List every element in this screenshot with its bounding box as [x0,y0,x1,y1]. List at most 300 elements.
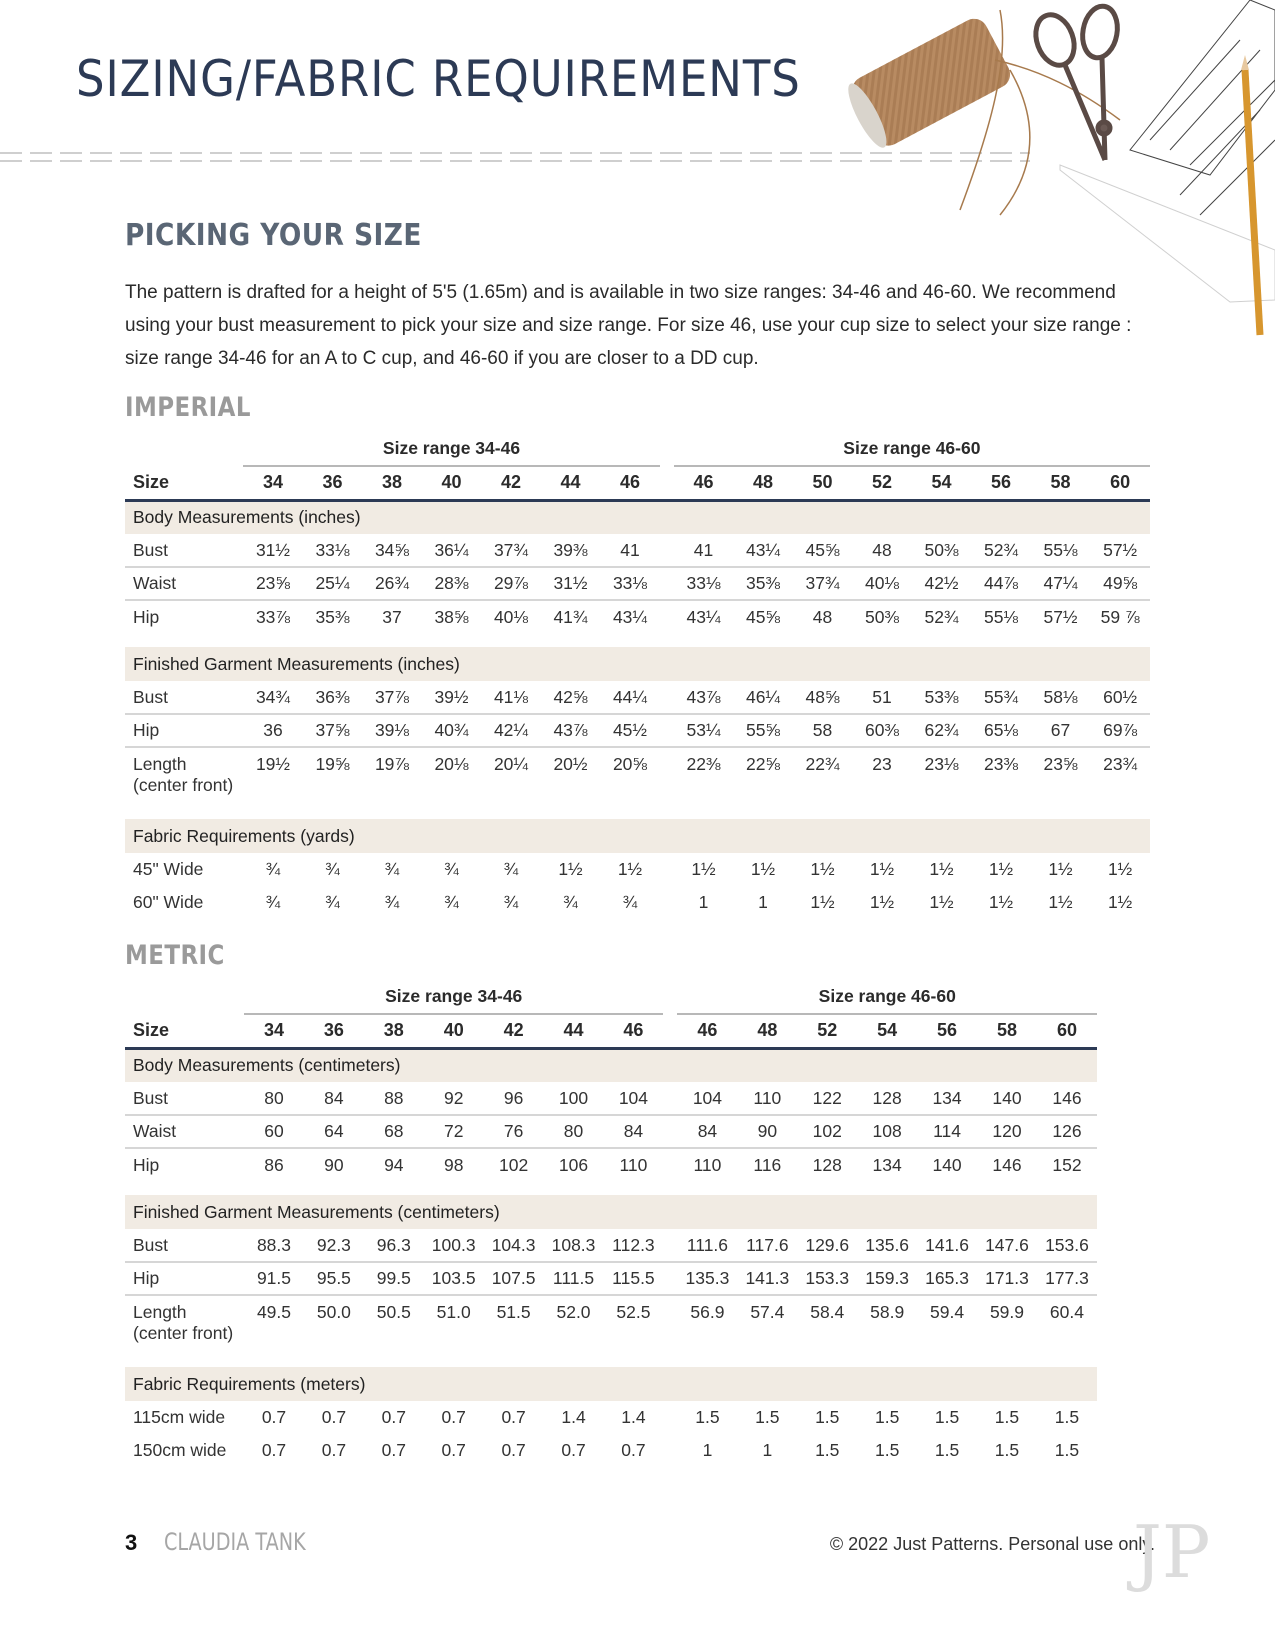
measurement-cell: 116 [753,1154,782,1175]
measurement-cell: 102 [499,1154,529,1175]
size-42: 42 [481,466,541,500]
measurement-cell: 0.7 [321,1440,347,1460]
measurement-cell: 112.3 [603,1229,663,1262]
measurement-cell: 0.7 [621,1440,646,1460]
measurement-cell: 1.4 [561,1407,586,1427]
measurement-cell: 1.5 [1054,1407,1080,1427]
measurement-cell: 60⅜ [852,714,912,747]
measurement-cell: 1½ [1107,859,1133,879]
measurement-cell: 19⅝ [315,754,350,774]
table-row [125,1295,1097,1353]
table-row [125,681,1150,714]
measurement-cell: 23⅝ [243,567,303,600]
size-52: 52 [797,1014,857,1048]
measurement-cell: 38⅝ [434,606,469,627]
measurement-cell: 20⅝ [612,754,648,774]
measurement-cell: 46¼ [733,681,793,714]
measurement-cell: 58 [793,714,853,747]
measurement-cell: 104.3 [484,1229,544,1262]
measurement-cell: 111.5 [544,1262,604,1295]
measurement-cell: 50⅜ [912,534,972,567]
size-56: 56 [917,1014,977,1048]
measurement-cell: 165.3 [917,1262,977,1295]
section-header-row [125,819,1150,853]
jp-logo-icon: JP [1133,1510,1211,1594]
measurement-cell: 1½ [810,859,835,879]
table-row [125,567,1150,600]
measurement-cell: 159.3 [857,1262,917,1295]
measurement-cell: 92 [424,1082,484,1115]
measurement-cell: 100 [544,1082,604,1115]
measurement-cell: 41⅛ [481,681,541,714]
measurement-cell: 0.7 [261,1440,287,1460]
measurement-cell: 51.5 [496,1302,531,1322]
measurement-cell: 110 [619,1154,648,1175]
table-row [125,1262,1097,1295]
measurement-cell: 171.3 [977,1262,1037,1295]
measurement-cell: 60½ [1090,681,1150,714]
measurement-cell: 95.5 [304,1262,364,1295]
section-header-row [125,1048,1097,1082]
measurement-cell: 111.6 [677,1229,737,1262]
measurement-cell: 31½ [541,567,601,600]
row-label: Waist [125,1115,244,1148]
measurement-cell: 107.5 [484,1262,544,1295]
row-label: Hip [125,1262,244,1295]
measurement-cell: 67 [1031,714,1091,747]
measurement-cell: 1½ [617,859,643,879]
measurement-cell: 36 [243,714,303,747]
measurement-cell: 52¾ [924,606,959,627]
measurement-cell: 37¾ [793,567,853,600]
measurement-cell: 134 [872,1154,902,1175]
measurement-cell: ¾ [444,892,459,912]
measurement-cell: ¾ [503,892,519,912]
measurement-cell: 29⅞ [481,567,541,600]
row-sublabel: (center front) [133,1323,234,1343]
measurement-cell: 41¾ [553,606,588,627]
measurement-cell: 0.7 [321,1407,347,1427]
section-title: Body Measurements (centimeters) [125,1048,1097,1082]
measurement-cell: 53⅜ [912,681,972,714]
pattern-name: CLAUDIA TANK [164,1528,306,1556]
measurement-cell: 91.5 [244,1262,304,1295]
measurement-cell: ¾ [265,892,281,912]
size-range-a-label: Size range 34-46 [243,432,660,466]
measurement-cell: 39⅜ [541,534,601,567]
measurement-cell: 110 [693,1154,722,1175]
table-row [125,1434,1097,1467]
measurement-cell: 33⅛ [303,534,363,567]
size-48: 48 [737,1014,797,1048]
measurement-cell: 0.7 [501,1407,526,1427]
measurement-cell: 59 ⅞ [1100,606,1140,627]
measurement-cell: 59.9 [989,1302,1024,1322]
measurement-cell: 25¼ [303,567,363,600]
row-label: Bust [125,681,243,714]
measurement-cell: 76 [484,1115,544,1148]
measurement-cell: 1.5 [934,1440,960,1460]
table-row [125,534,1150,567]
section-title: Finished Garment Measurements (centimeters) [125,1195,1097,1229]
measurement-cell: 108.3 [544,1229,604,1262]
measurement-cell: 1 [758,892,768,912]
measurement-cell: 0.7 [261,1407,287,1427]
measurement-cell: 1½ [929,892,954,912]
measurement-cell: ¾ [384,892,400,912]
row-label: Bust [125,1082,244,1115]
measurement-cell: 1½ [988,859,1014,879]
measurement-cell: 98 [443,1154,464,1175]
measurement-cell: 122 [797,1082,857,1115]
measurement-cell: 57½ [1043,606,1078,627]
measurement-cell: 135.6 [857,1229,917,1262]
metric-size-table [125,980,1097,1467]
measurement-cell: 1.5 [874,1440,900,1460]
measurement-cell: 1½ [869,892,895,912]
measurement-cell: 1½ [869,859,895,879]
size-46: 46 [674,466,734,500]
measurement-cell: 90 [737,1115,797,1148]
measurement-cell: 96 [484,1082,544,1115]
measurement-cell: 37 [382,606,402,627]
size-36: 36 [304,1014,364,1048]
measurement-cell: 57.4 [750,1302,785,1322]
measurement-cell: 20⅛ [434,754,469,774]
measurement-cell: 37⅝ [303,714,363,747]
measurement-cell: 55⅝ [733,714,793,747]
measurement-cell: 1.4 [621,1407,646,1427]
measurement-cell: 55¾ [971,681,1031,714]
table-row [125,1115,1097,1148]
measurement-cell: 106 [558,1154,589,1175]
size-40: 40 [422,466,482,500]
measurement-cell: 1.5 [874,1407,900,1427]
measurement-cell: 129.6 [797,1229,857,1262]
row-label: 45" Wide [133,859,204,879]
pattern-paper-icon [1060,0,1275,302]
measurement-cell: ¾ [265,859,281,879]
measurement-cell: 115.5 [603,1262,663,1295]
measurement-cell: 40¾ [422,714,482,747]
measurement-cell: 44¼ [600,681,660,714]
metric-label: METRIC [125,940,225,971]
measurement-cell: 88 [364,1082,424,1115]
measurement-cell: 45⅝ [745,606,781,627]
measurement-cell: 1½ [1107,892,1133,912]
measurement-cell: 49⅝ [1090,567,1150,600]
measurement-cell: 36¼ [422,534,482,567]
section-title: Fabric Requirements (meters) [125,1367,1097,1401]
measurement-cell: 69⅞ [1090,714,1150,747]
measurement-cell: 146 [992,1154,1022,1175]
measurement-cell: 43¼ [612,606,648,627]
row-label: Waist [125,567,243,600]
intro-paragraph: The pattern is drafted for a height of 5'5 (1.65m) and is available in two size ranges: 34-46 and 46-60. We recommend using your bust measurement to pick your size and size range. For size 46, use your cup size to select your size range : size range 34-46 for an A to C cup, and 46-60 if you are closer to a DD cup. [125,282,1132,369]
measurement-cell: 1½ [1048,859,1073,879]
measurement-cell: 1½ [750,859,776,879]
row-label: Length (center front) [133,1302,234,1343]
measurement-cell: 134 [917,1082,977,1115]
measurement-cell: ¾ [503,859,519,879]
measurement-cell: 53¼ [674,714,734,747]
measurement-cell: ¾ [325,892,340,912]
measurement-cell: 37⅞ [362,681,422,714]
measurement-cell: 108 [857,1115,917,1148]
measurement-cell: 65⅛ [971,714,1031,747]
size-34: 34 [243,466,303,500]
measurement-cell: 23⅜ [983,754,1019,774]
measurement-cell: 1½ [988,892,1014,912]
section-header-row [125,500,1150,534]
measurement-cell: ¾ [444,859,459,879]
section-header-row [125,1195,1097,1229]
measurement-cell: 80 [244,1082,304,1115]
measurement-cell: 43¼ [733,534,793,567]
size-48: 48 [733,466,793,500]
measurement-cell: 33⅛ [674,567,734,600]
copyright-notice: © 2022 Just Patterns. Personal use only. [829,1534,1155,1554]
measurement-cell: ¾ [325,859,340,879]
size-38: 38 [362,466,422,500]
measurement-cell: 20¼ [493,754,529,774]
measurement-cell: 153.3 [797,1262,857,1295]
measurement-cell: ¾ [622,892,638,912]
measurement-cell: 23¾ [1103,754,1138,774]
measurement-cell: 153.6 [1037,1229,1097,1262]
measurement-cell: 60 [244,1115,304,1148]
table-row [125,1229,1097,1262]
measurement-cell: 55⅛ [983,606,1019,627]
measurement-cell: 1.5 [934,1407,960,1427]
size-44: 44 [544,1014,604,1048]
measurement-cell: 58⅛ [1031,681,1091,714]
table-row [125,747,1150,805]
section-title: Body Measurements (inches) [125,500,1150,534]
measurement-cell: 92.3 [304,1229,364,1262]
table-row [125,1401,1097,1434]
size-range-row [125,980,1097,1014]
measurement-cell: 104 [603,1082,663,1115]
row-sublabel: (center front) [133,775,234,795]
size-42: 42 [484,1014,544,1048]
size-54: 54 [912,466,972,500]
measurement-cell: 110 [737,1082,797,1115]
page-number: 3 [125,1530,138,1555]
measurement-cell: 141.6 [917,1229,977,1262]
size-header-row [125,466,1150,500]
size-44: 44 [541,466,601,500]
size-range-b-label: Size range 46-60 [677,980,1097,1014]
measurement-cell: 22⅜ [686,754,721,774]
measurement-cell: 0.7 [441,1440,466,1460]
measurement-cell: 40⅛ [493,606,529,627]
size-60: 60 [1090,466,1150,500]
measurement-cell: 152 [1052,1154,1082,1175]
measurement-cell: 39⅛ [362,714,422,747]
size-46: 46 [677,1014,737,1048]
measurement-cell: 1½ [1048,892,1073,912]
table-row [125,1148,1097,1181]
measurement-cell: 1 [762,1440,773,1460]
measurement-cell: 33⅞ [255,606,291,627]
measurement-cell: ¾ [563,892,578,912]
measurement-cell: 43¼ [686,606,721,627]
measurement-cell: 35⅜ [733,567,793,600]
measurement-cell: 23 [872,754,892,774]
size-header-row [125,1014,1097,1048]
table-row [125,714,1150,747]
measurement-cell: 28⅜ [422,567,482,600]
size-52: 52 [852,466,912,500]
measurement-cell: 23⅛ [924,754,959,774]
row-label: Length (center front) [133,754,234,795]
measurement-cell: 99.5 [364,1262,424,1295]
measurement-cell: 1½ [691,859,716,879]
measurement-cell: 1.5 [755,1407,780,1427]
measurement-cell: 100.3 [424,1229,484,1262]
size-50: 50 [793,466,853,500]
measurement-cell: 64 [304,1115,364,1148]
measurement-cell: 22⅝ [745,754,781,774]
measurement-cell: 49.5 [256,1302,292,1322]
measurement-cell: 34⅝ [362,534,422,567]
measurement-cell: 114 [917,1115,977,1148]
measurement-cell: 45⅝ [793,534,853,567]
measurement-cell: 140 [977,1082,1037,1115]
measurement-cell: 1.5 [695,1407,720,1427]
page-title: SIZING/FABRIC REQUIREMENTS [76,50,801,108]
measurement-cell: 36⅜ [303,681,363,714]
measurement-cell: 19½ [255,754,291,774]
measurement-cell: 43⅞ [674,681,734,714]
measurement-cell: 60.4 [1049,1302,1084,1322]
measurement-cell: 90 [324,1154,344,1175]
measurement-cell: 45½ [600,714,660,747]
table-row [125,886,1150,919]
measurement-cell: 31½ [243,534,303,567]
measurement-cell: 1.5 [994,1440,1020,1460]
measurement-cell: 20½ [553,754,588,774]
measurement-cell: 1.5 [815,1440,840,1460]
measurement-cell: 41 [600,534,660,567]
measurement-cell: 1½ [929,859,954,879]
size-60: 60 [1037,1014,1097,1048]
measurement-cell: 48 [852,534,912,567]
size-38: 38 [364,1014,424,1048]
measurement-cell: 58.4 [810,1302,845,1322]
section-header-row [125,647,1150,681]
table-row [125,600,1150,633]
measurement-cell: 1.5 [1054,1440,1080,1460]
measurement-cell: 104 [677,1082,737,1115]
measurement-cell: 55⅛ [1031,534,1091,567]
measurement-cell: 43⅞ [541,714,601,747]
measurement-cell: 141.3 [737,1262,797,1295]
measurement-cell: 50.0 [316,1302,351,1322]
row-label: 150cm wide [133,1440,227,1460]
measurement-cell: 128 [857,1082,917,1115]
measurement-cell: 58.9 [870,1302,905,1322]
size-range-b-label: Size range 46-60 [674,432,1150,466]
measurement-cell: 48⅝ [793,681,853,714]
section-title: Fabric Requirements (yards) [125,819,1150,853]
table-row [125,853,1150,886]
measurement-cell: 80 [544,1115,604,1148]
size-34: 34 [244,1014,304,1048]
measurement-cell: 50.5 [376,1302,411,1322]
measurement-cell: 48 [812,606,833,627]
measurement-cell: 84 [677,1115,737,1148]
measurement-cell: 22¾ [805,754,840,774]
measurement-cell: 56.9 [690,1302,725,1322]
row-label: 60" Wide [133,892,204,912]
section-title: Finished Garment Measurements (inches) [125,647,1150,681]
row-label: Bust [125,1229,244,1262]
measurement-cell: 84 [304,1082,364,1115]
measurement-cell: 135.3 [677,1262,737,1295]
section-header-row [125,1367,1097,1401]
measurement-cell: 52.0 [556,1302,591,1322]
measurement-cell: 19⅞ [374,754,410,774]
measurement-cell: 40⅛ [852,567,912,600]
section-heading-picking-size: PICKING YOUR SIZE [125,218,422,253]
measurement-cell: 0.7 [381,1407,406,1427]
measurement-cell: 51 [852,681,912,714]
measurement-cell: 84 [603,1115,663,1148]
imperial-label: IMPERIAL [125,392,251,423]
measurement-cell: ¾ [384,859,400,879]
measurement-cell: 42¼ [481,714,541,747]
measurement-cell: 42⅝ [541,681,601,714]
measurement-cell: 88.3 [244,1229,304,1262]
measurement-cell: 177.3 [1037,1262,1097,1295]
size-range-row [125,432,1150,466]
measurement-cell: 86 [264,1154,284,1175]
measurement-cell: 96.3 [364,1229,424,1262]
size-range-a-label: Size range 34-46 [244,980,663,1014]
measurement-cell: 62¾ [912,714,972,747]
size-46: 46 [603,1014,663,1048]
size-46: 46 [600,466,660,500]
size-54: 54 [857,1014,917,1048]
measurement-cell: 26¾ [362,567,422,600]
measurement-cell: 41 [674,534,734,567]
row-label: Bust [125,534,243,567]
measurement-cell: 1 [698,892,709,912]
measurement-cell: 117.6 [737,1229,797,1262]
measurement-cell: 0.7 [441,1407,466,1427]
measurement-cell: 120 [977,1115,1037,1148]
row-label: Hip [133,1154,160,1175]
measurement-cell: 50⅜ [864,606,900,627]
measurement-cell: 102 [797,1115,857,1148]
measurement-cell: 140 [932,1154,962,1175]
measurement-cell: 52¾ [971,534,1031,567]
measurement-cell: 0.7 [381,1440,406,1460]
measurement-cell: 59.4 [930,1302,965,1322]
measurement-cell: 33⅛ [600,567,660,600]
row-label: Hip [133,606,160,627]
measurement-cell: 23⅝ [1043,754,1078,774]
measurement-cell: 68 [364,1115,424,1148]
measurement-cell: 103.5 [424,1262,484,1295]
measurement-cell: 146 [1037,1082,1097,1115]
measurement-cell: 39½ [422,681,482,714]
measurement-cell: 1 [702,1440,713,1460]
size-56: 56 [971,466,1031,500]
measurement-cell: 128 [812,1154,842,1175]
